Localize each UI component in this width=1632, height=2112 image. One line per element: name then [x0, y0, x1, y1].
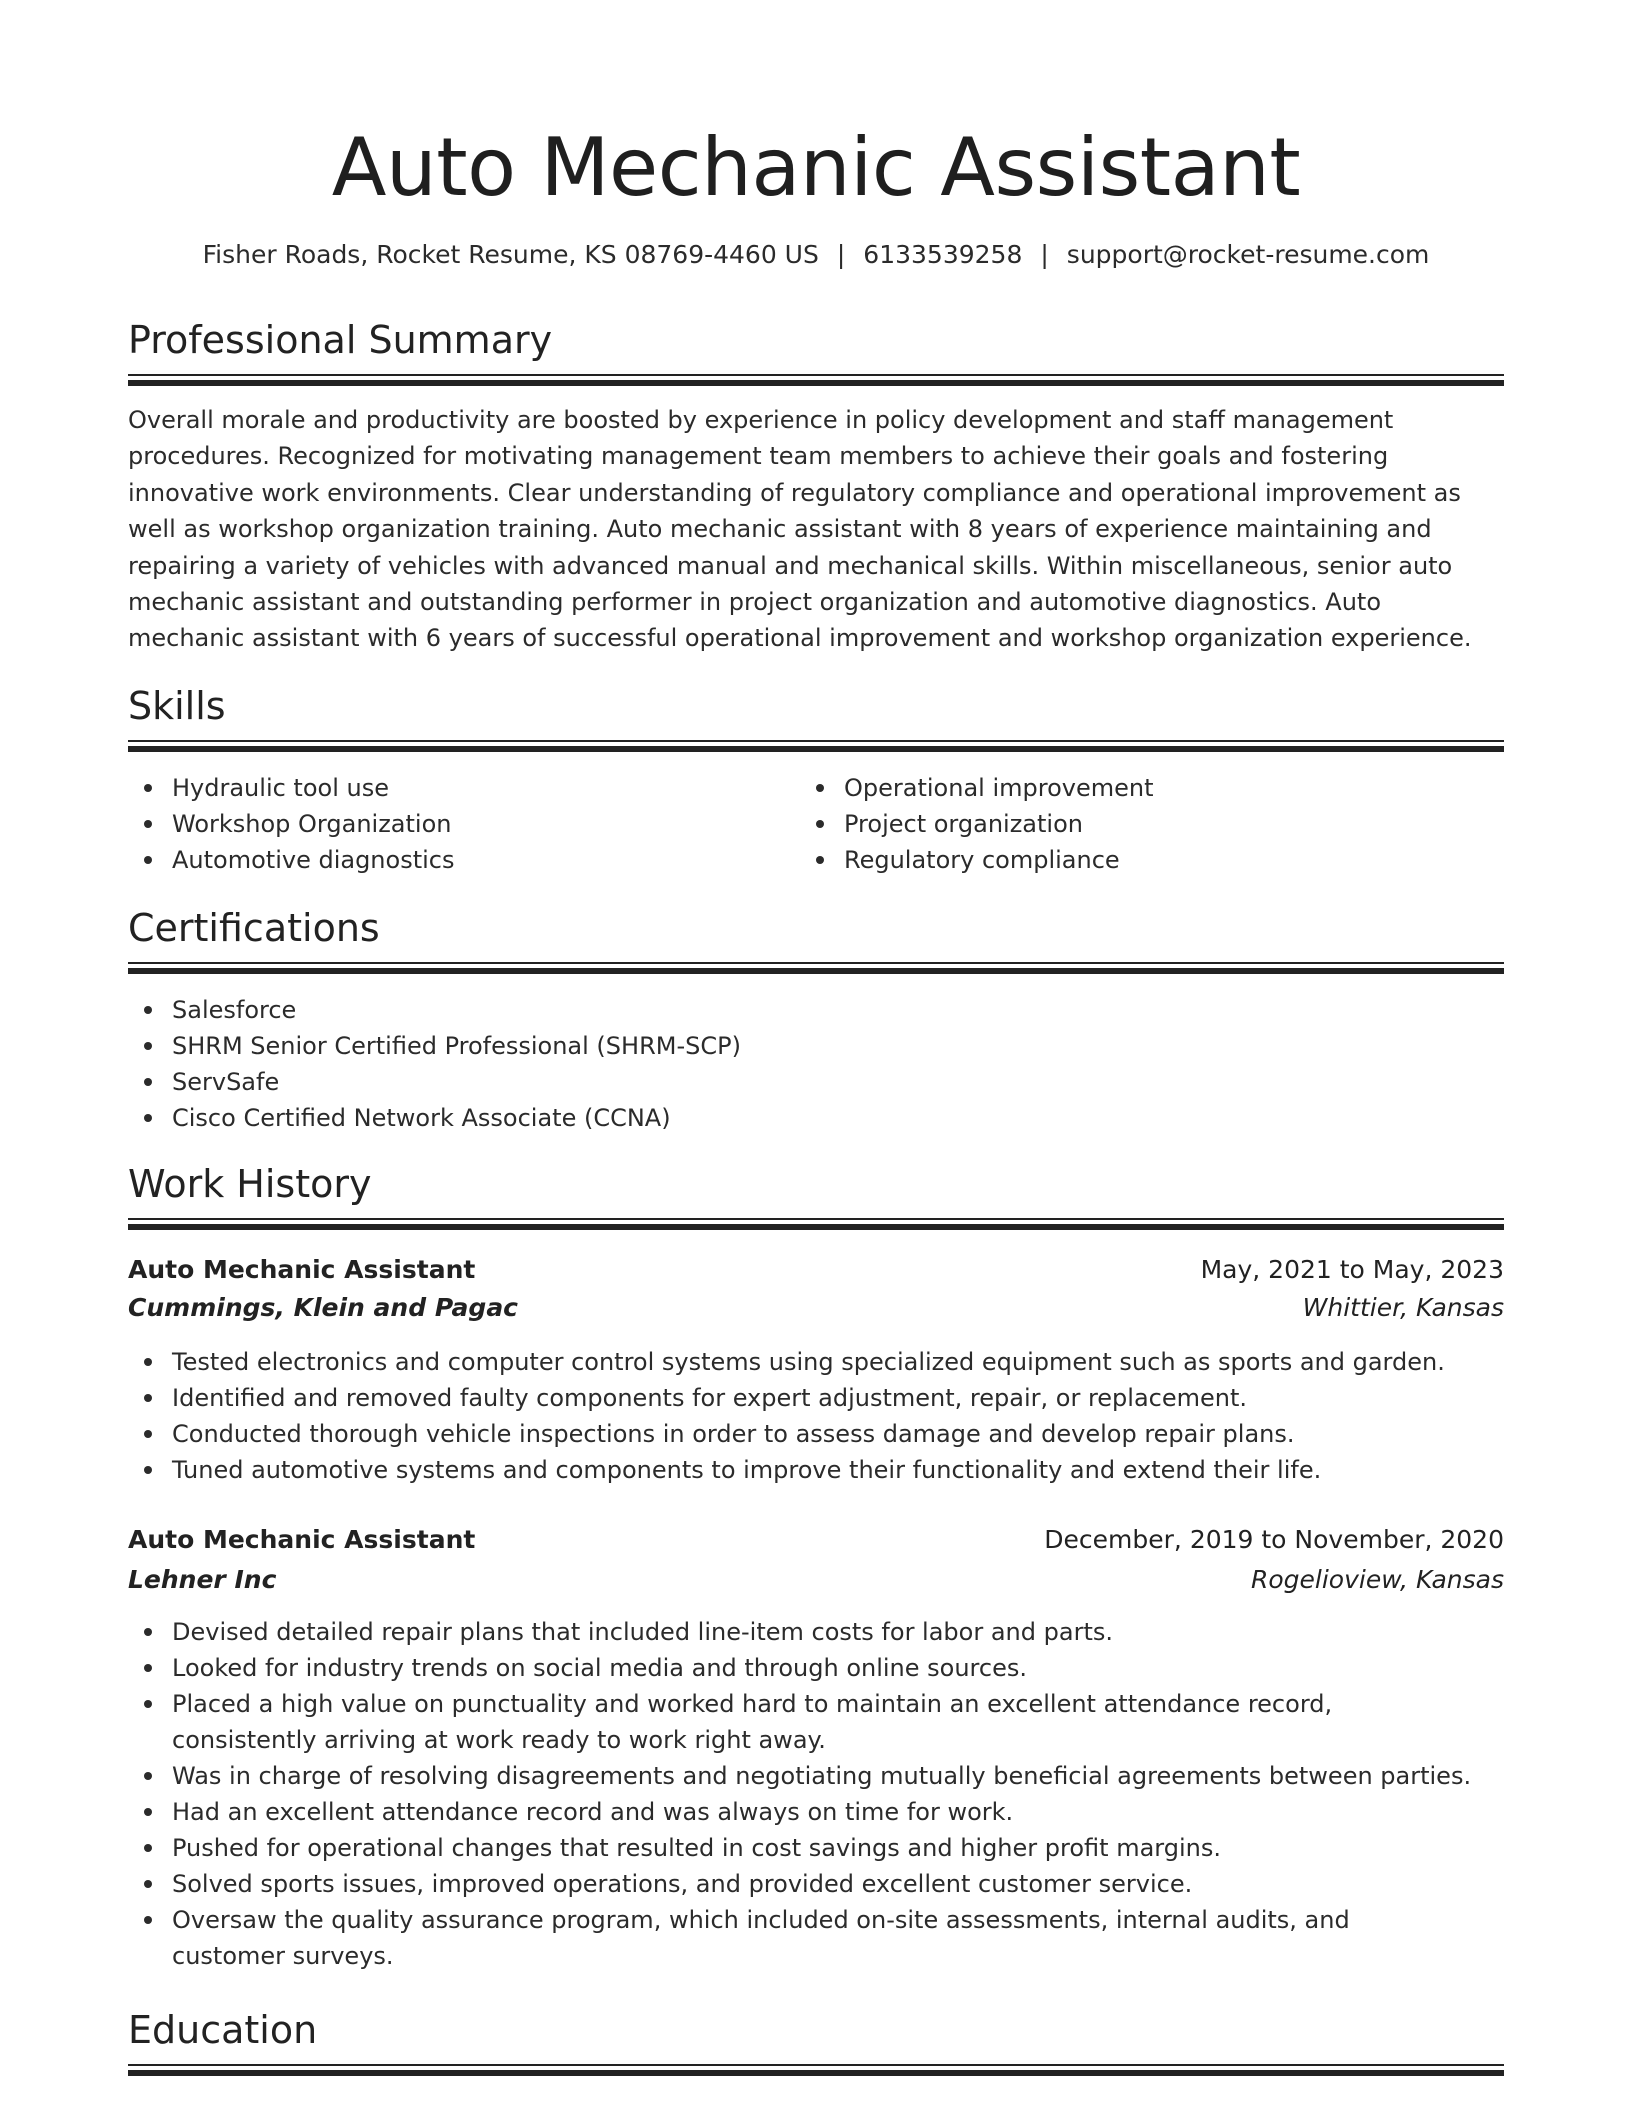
job-subheader — [128, 1562, 1504, 1598]
job-bullets — [128, 1614, 1504, 1974]
certification-item: SHRM Senior Certified Professional (SHRM-SCP) — [128, 1028, 1504, 1064]
job-subheader — [128, 1290, 1504, 1326]
skills-list-right — [800, 770, 1504, 878]
job-bullet: Solved sports issues, improved operations, and provided excellent customer service. — [128, 1866, 1504, 1902]
job-bullet: Oversaw the quality assurance program, which included on-site assessments, internal audits, and customer surveys. — [128, 1902, 1504, 1974]
skills-list-left — [128, 770, 800, 878]
contact-address: Fisher Roads, Rocket Resume, KS 08769-4460 US — [202, 240, 819, 269]
section-title-education: Education — [128, 2008, 318, 2052]
section-title-summary: Professional Summary — [128, 318, 553, 362]
skill-item: Regulatory compliance — [800, 842, 1504, 878]
job-dates: May, 2021 to May, 2023 — [1200, 1255, 1504, 1284]
job-title: Auto Mechanic Assistant — [128, 1525, 476, 1554]
section-title-work-history: Work History — [128, 1162, 372, 1206]
resume-name: Auto Mechanic Assistant — [331, 121, 1301, 214]
job-location: Whittier, Kansas — [1302, 1293, 1504, 1322]
job-title: Auto Mechanic Assistant — [128, 1255, 476, 1284]
section-divider — [128, 2064, 1504, 2076]
job-bullet: Devised detailed repair plans that included line-item costs for labor and parts. — [128, 1614, 1504, 1650]
job-bullet: Placed a high value on punctuality and worked hard to maintain an excellent attendance record, consistently arriving at work ready to work right away. — [128, 1686, 1504, 1758]
section-divider — [128, 962, 1504, 974]
job-dates: December, 2019 to November, 2020 — [1044, 1525, 1504, 1554]
job-bullets — [128, 1344, 1504, 1488]
skill-item: Workshop Organization — [128, 806, 800, 842]
section-divider — [128, 1218, 1504, 1230]
contact-separator: | — [1040, 240, 1049, 269]
contact-phone: 6133539258 — [863, 240, 1023, 269]
contact-separator: | — [836, 240, 846, 269]
job-header — [128, 1252, 1504, 1288]
contact-email: support@rocket-resume.com — [1066, 240, 1430, 269]
skill-item: Operational improvement — [800, 770, 1504, 806]
section-divider — [128, 374, 1504, 386]
job-bullet: Tuned automotive systems and components to improve their functionality and extend their life. — [128, 1452, 1504, 1488]
job-bullet: Identified and removed faulty components for expert adjustment, repair, or replacement. — [128, 1380, 1504, 1416]
job-bullet: Looked for industry trends on social media and through online sources. — [128, 1650, 1504, 1686]
job-company: Lehner Inc — [128, 1565, 277, 1594]
section-divider — [128, 740, 1504, 752]
certification-item: Cisco Certified Network Associate (CCNA) — [128, 1100, 1504, 1136]
job-bullet: Had an excellent attendance record and was always on time for work. — [128, 1794, 1504, 1830]
section-title-skills: Skills — [128, 684, 226, 728]
job-bullet: Tested electronics and computer control systems using specialized equipment such as sports and garden. — [128, 1344, 1504, 1380]
skill-item: Hydraulic tool use — [128, 770, 800, 806]
summary-text: Overall morale and productivity are boosted by experience in policy development and staff management procedures. Recognized for motivating management team members to achieve their goals and fostering innovative work environments. Clear understanding of regulatory compliance and operational improvement as well as workshop organization training. Auto mechanic assistant with 8 years of experience maintaining and repairing a variety of vehicles with advanced manual and mechanical skills. Within miscellaneous, senior auto mechanic assistant and outstanding performer in project organization and automotive diagnostics. Auto mechanic assistant with 6 years of successful operational improvement and workshop organization experience. — [128, 406, 1472, 653]
certifications-list — [128, 992, 1504, 1136]
job-header — [128, 1522, 1504, 1558]
job-company: Cummings, Klein and Pagac — [128, 1293, 519, 1322]
skill-item: Project organization — [800, 806, 1504, 842]
contact-line — [0, 238, 1632, 272]
section-title-certifications: Certifications — [128, 906, 380, 950]
job-location: Rogelioview, Kansas — [1250, 1565, 1504, 1594]
certification-item: Salesforce — [128, 992, 1504, 1028]
certification-item: ServSafe — [128, 1064, 1504, 1100]
job-bullet: Pushed for operational changes that resulted in cost savings and higher profit margins. — [128, 1830, 1504, 1866]
job-bullet: Conducted thorough vehicle inspections in order to assess damage and develop repair plans. — [128, 1416, 1504, 1452]
job-bullet: Was in charge of resolving disagreements and negotiating mutually beneficial agreements between parties. — [128, 1758, 1504, 1794]
skill-item: Automotive diagnostics — [128, 842, 800, 878]
